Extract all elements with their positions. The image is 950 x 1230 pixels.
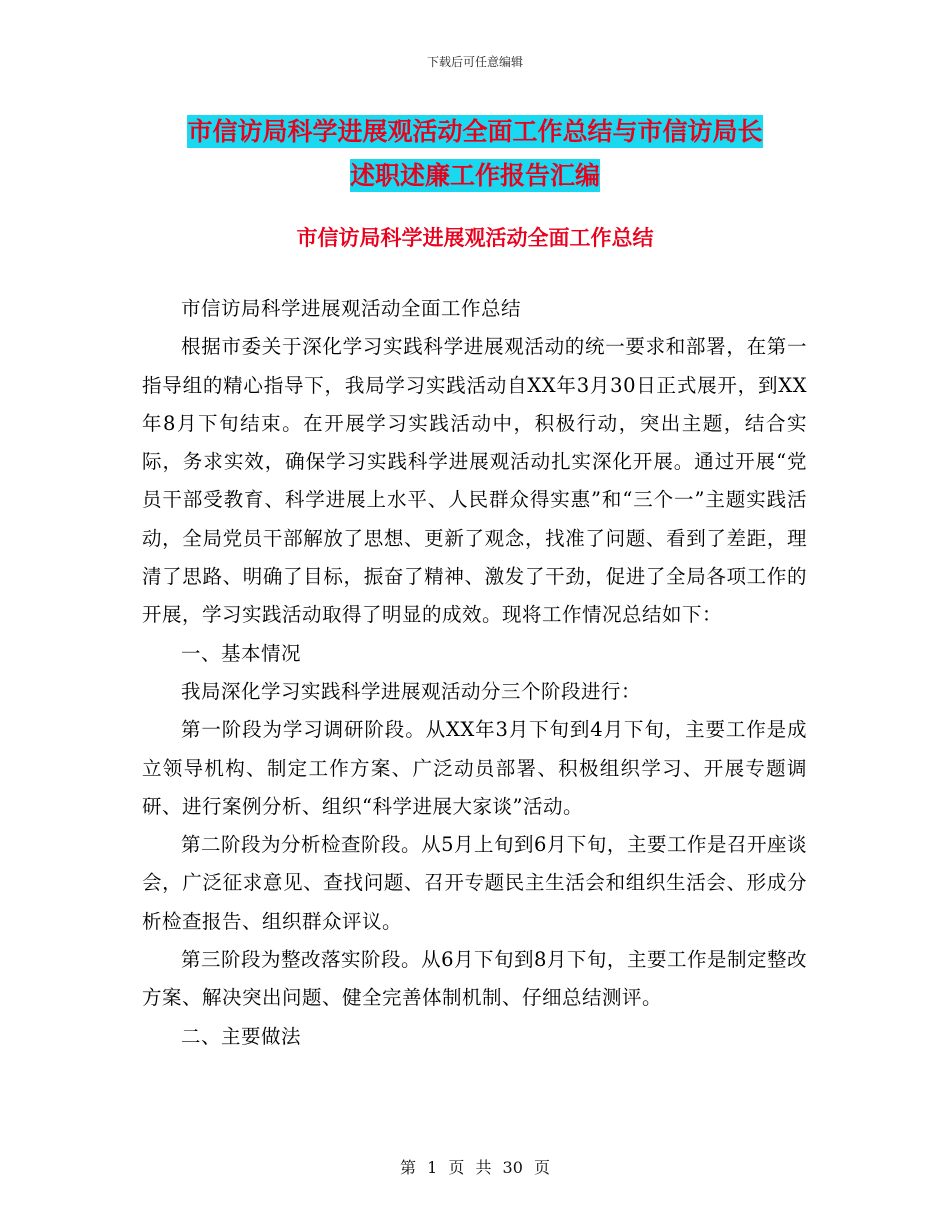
- document-title-line-1: 市信访局科学进展观活动全面工作总结与市信访局长: [187, 117, 763, 146]
- paragraph: 第一阶段为学习调研阶段。从XX年3月下旬到4月下旬，主要工作是成立领导机构、制定工作方案、广泛动员部署、积极组织学习、开展专题调研、进行案例分析、组织“科学进展大家谈”活动。: [142, 718, 807, 818]
- header-note: 下载后可任意编辑: [426, 55, 523, 69]
- document-title: [140, 110, 810, 198]
- document-body: [142, 290, 807, 1056]
- paragraph: 一、基本情况: [181, 641, 302, 665]
- paragraph: 第二阶段为分析检查阶段。从5月上旬到6月下旬，主要工作是召开座谈会，广泛征求意见、查找问题、召开专题民主生活会和组织生活会、形成分析检查报告、组织群众评议。: [142, 833, 807, 933]
- paragraph: 我局深化学习实践科学进展观活动分三个阶段进行：: [181, 679, 642, 703]
- paragraph: 市信访局科学进展观活动全面工作总结: [181, 297, 522, 320]
- section-title: 市信访局科学进展观活动全面工作总结: [296, 225, 654, 250]
- paragraph: 第三阶段为整改落实阶段。从6月下旬到8月下旬，主要工作是制定整改方案、解决突出问题、健全完善体制机制、仔细总结测评。: [142, 948, 807, 1010]
- paragraph: 二、主要做法: [181, 1024, 302, 1048]
- paragraph: 根据市委关于深化学习实践科学进展观活动的统一要求和部署，在第一指导组的精心指导下，我局学习实践活动自XX年3月30日正式展开，到XX年8月下旬结束。在开展学习实践活动中，积极行动，突出主题，结合实际，务求实效，确保学习实践科学进展观活动扎实深化开展。通过开展“党员干部受教育、科学进展上水平、人民群众得实惠”和“三个一”主题实践活动，全局党员干部解放了思想、更新了观念，找准了问题、看到了差距，理清了思路、明确了目标，振奋了精神、激发了干劲，促进了全局各项工作的开展，学习实践活动取得了明显的成效。现将工作情况总结如下：: [142, 335, 807, 627]
- page-footer: 第 1 页 共 30 页: [400, 1158, 550, 1177]
- document-title-line-2: 述职述廉工作报告汇编: [349, 161, 600, 190]
